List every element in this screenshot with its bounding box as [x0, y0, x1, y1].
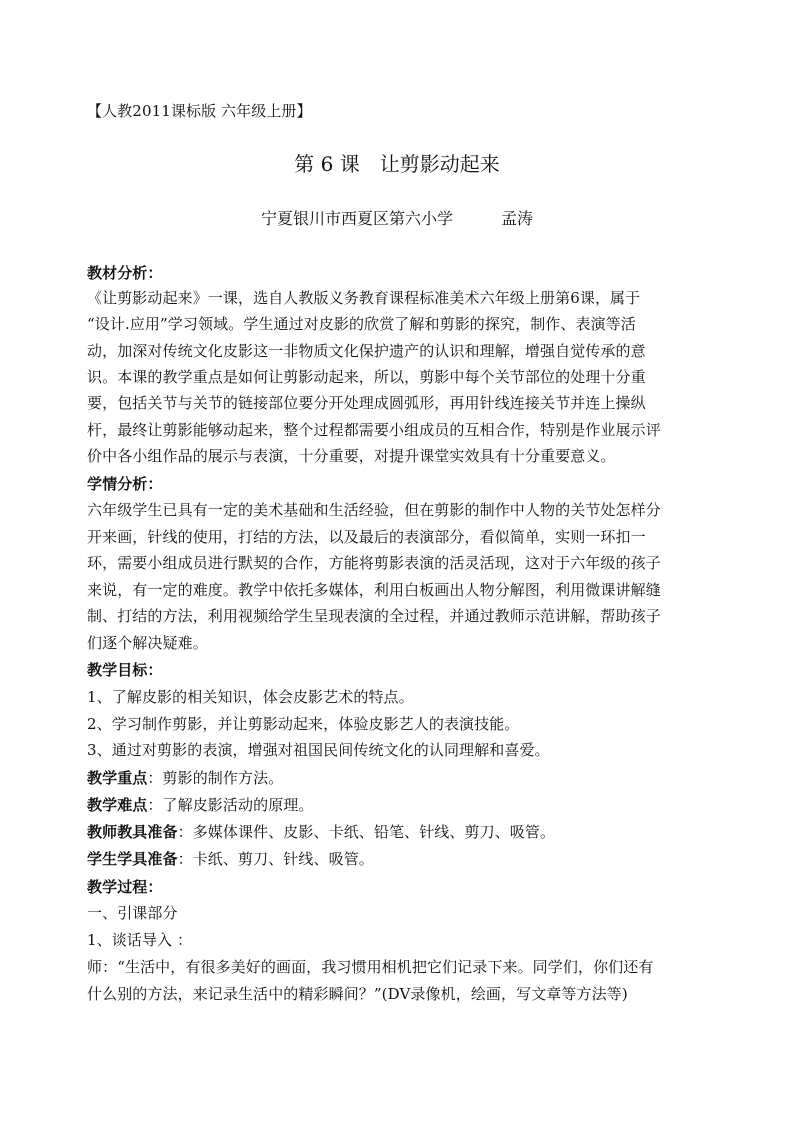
paragraph-line: 开来画，针线的使用，打结的方法，以及最后的表演部分，看似简单，实则一环扣一 [87, 528, 646, 546]
student-tools [87, 849, 717, 869]
process-step-title: 1、谈话导入 ： [87, 931, 193, 949]
edition-label: 【人教2011课标版 六年级上册】 [87, 102, 312, 120]
student-analysis-heading: 学情分析： [87, 475, 163, 493]
paragraph-line: 六年级学生已具有一定的美术基础和生活经验，但在剪影的制作中人物的关节处怎样分 [87, 501, 661, 519]
paragraph-line: 杆，最终让剪影能够动起来，整个过程都需要小组成员的互相合作，特别是作业展示评 [87, 421, 661, 439]
paragraph-line: 识。本课的教学重点是如何让剪影动起来，所以，剪影中每个关节部位的处理十分重 [87, 368, 646, 386]
dialogue-line: 师：“生活中，有很多美好的画面，我习惯用相机把它们记录下来。同学们，你们还有 [87, 958, 654, 976]
dialogue-line: 什么别的方法，来记录生活中的精彩瞬间？”(DV录像机，绘画，写文章等方法等) [87, 985, 628, 1003]
teacher-tools-label: 教师教具准备 [87, 823, 178, 841]
paragraph-line: 要，包括关节与关节的链接部位要分开处理成圆弧形，再用针线连接关节并连上操纵 [87, 394, 646, 412]
difficulty-text: ：了解皮影活动的原理。 [147, 796, 314, 814]
paragraph-line: 们逐个解决疑难。 [87, 634, 208, 652]
student-tools-label: 学生学具准备 [87, 850, 178, 868]
paragraph-line: 制、打结的方法，利用视频给学生呈现表演的全过程，并通过教师示范讲解，帮助孩子 [87, 607, 661, 625]
difficulty [87, 795, 717, 815]
goal-item: 2、学习制作剪影，并让剪影动起来，体验皮影艺人的表演技能。 [87, 715, 520, 733]
textbook-analysis-heading: 教材分析： [87, 264, 163, 282]
paragraph-line: 《让剪影动起来》一课，选自人教版义务教育课程标准美术六年级上册第6课，属于 [87, 289, 641, 307]
process-section-title: 一、引课部分 [87, 904, 178, 922]
author-line: 宁夏银川市西夏区第六小学 孟涛 [260, 209, 533, 228]
key-point-text: ：剪影的制作方法。 [147, 769, 284, 787]
key-point-label: 教学重点 [87, 769, 148, 787]
teacher-tools [87, 822, 717, 842]
goal-item: 3、通过对剪影的表演，增强对祖国民间传统文化的认同理解和喜爱。 [87, 741, 550, 759]
teacher-tools-text: ：多媒体课件、皮影、卡纸、铅笔、针线、剪刀、吸管。 [177, 823, 556, 841]
goal-item: 1、了解皮影的相关知识，体会皮影艺术的特点。 [87, 688, 414, 706]
lesson-title: 第 6 课 让剪影动起来 [294, 152, 500, 176]
paragraph-line: 来说，有一定的难度。教学中依托多媒体，利用白板画出人物分解图，利用微课讲解缝 [87, 581, 661, 599]
paragraph-line: 环，需要小组成员进行默契的合作，方能将剪影表演的活灵活现，这对于六年级的孩子 [87, 554, 661, 572]
student-tools-text: ：卡纸、剪刀、针线、吸管。 [177, 850, 374, 868]
paragraph-line: “设计.应用”学习领域。学生通过对皮影的欣赏了解和剪影的探究，制作、表演等活 [87, 315, 636, 333]
paragraph-line: 价中各小组作品的展示与表演，十分重要，对提升课堂实效具有十分重要意义。 [87, 447, 616, 465]
paragraph-line: 动，加深对传统文化皮影这一非物质文化保护遗产的认识和理解，增强自觉传承的意 [87, 342, 646, 360]
goals-heading: 教学目标： [87, 661, 163, 679]
difficulty-label: 教学难点 [87, 796, 148, 814]
process-heading: 教学过程： [87, 878, 163, 896]
key-point [87, 768, 717, 788]
